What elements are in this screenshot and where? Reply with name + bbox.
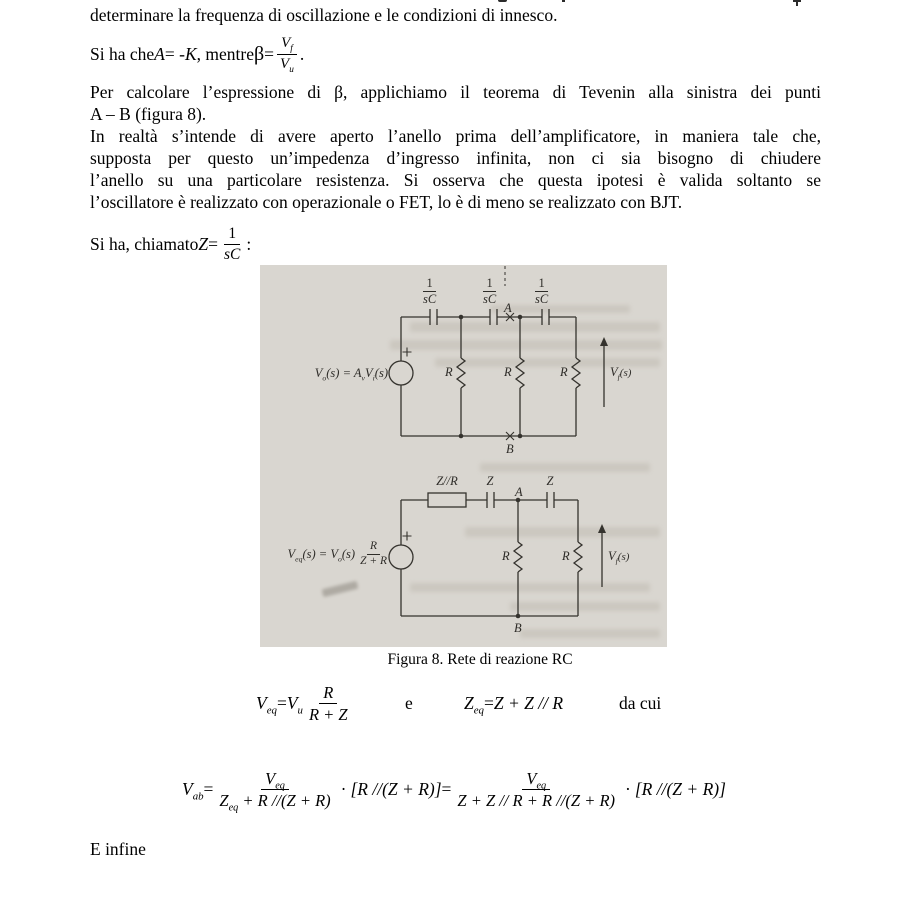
cap-z-label: Z xyxy=(546,474,554,488)
vf-label-top: $V_f(s)$ xyxy=(610,365,632,382)
resistor-label: R xyxy=(562,549,570,563)
formula-z-definition: Si ha, chiamato Z = $\frac{1}{sC}$ : xyxy=(90,224,252,263)
node-b-label-bottom: B xyxy=(514,621,522,635)
figure-8-scan xyxy=(260,265,667,647)
z-fraction: $\frac{1}{sC}$ xyxy=(224,224,241,263)
paragraph-tevenin-line1: Per calcolare l’espressione di β, applichiamo il teorema di Tevenin alla sinistra dei punti xyxy=(90,82,821,102)
node-a-label-top: A xyxy=(504,301,512,315)
eq-zeq: $Z_{eq}$ = Z + Z // R xyxy=(464,692,564,716)
paragraph-tevenin-line2: A – B (figura 8). xyxy=(90,104,207,124)
paragraph-anello-line4: l’oscillatore è realizzato con operazionale o FET, lo è di meno se realizzato con BJT. xyxy=(90,192,683,212)
source-label-top: $V_o(s) = A_vV_i(s)$ xyxy=(314,366,388,383)
cap3-value-label: $\frac{1}{sC}$ xyxy=(535,276,549,306)
resistor-label: R xyxy=(504,365,512,379)
formula-beta-line: Si ha che A = - K , mentre β = $\frac{V_f}{V_u}$ . xyxy=(90,35,305,75)
cap-z-label: Z xyxy=(486,474,494,488)
node-a-label-bottom: A xyxy=(515,485,523,499)
equation-row-vab: $V_{ab}$ = $\frac{V_{eq}}{Z_{eq} + R //(Z + R)}$ · [R //(Z + R)] = $\frac{V_{eq}}{Z + Z // R + R //(Z + R)}$ · [R //(Z + R)] xyxy=(182,768,726,814)
resistor-label: R xyxy=(445,365,453,379)
veq-fraction: $\frac{R}{R + Z}$ xyxy=(308,682,348,724)
vab-fraction-2: $\frac{V_{eq}}{Z + Z // R + R //(Z + R)}$ xyxy=(457,768,616,810)
beta-symbol: β xyxy=(253,42,265,65)
resistor-label: R xyxy=(560,365,568,379)
vf-label-bottom: $V_f(s)$ xyxy=(608,549,630,566)
circuit-diagram-svg xyxy=(260,265,667,647)
paragraph-anello-line3: l’anello su una particolare resistenza. Si osserva che questa ipotesi è valida soltanto se xyxy=(90,170,821,190)
source-label-bottom: $V_{eq}(s) = V_o(s)$ $\frac{R}{Z + R}$ xyxy=(287,540,387,567)
beta-fraction: $\frac{V_f}{V_u}$ xyxy=(276,35,298,73)
paragraph-anello-line2: supposta per questo un’impedenza d’ingresso infinita, non ci sia bisogno di chiudere xyxy=(90,148,821,168)
paragraph-anello-line1: In realtà s’intende di avere aperto l’anello prima dell’amplificatore, in maniera tale che, xyxy=(90,126,821,146)
resistor-label: R xyxy=(502,549,510,563)
eq-connector-dacui: da cui xyxy=(619,692,662,713)
beta-line-pre: Si ha che xyxy=(90,43,155,64)
cap1-value-label: $\frac{1}{sC}$ xyxy=(423,276,437,306)
node-b-label-top: B xyxy=(506,442,514,456)
paragraph-intro-line: determinare la frequenza di oscillazione e le condizioni di innesco. xyxy=(90,5,558,25)
vab-fraction-1: $\frac{V_{eq}}{Z_{eq} + R //(Z + R)}$ xyxy=(219,768,331,814)
cap2-value-label: $\frac{1}{sC}$ xyxy=(483,276,497,306)
zr-box-label: Z//R xyxy=(436,474,458,488)
figure-caption: Figura 8. Rete di reazione RC xyxy=(387,651,573,668)
final-line: E infine xyxy=(90,839,146,859)
eq-connector-e: e xyxy=(405,692,413,713)
eq-veq: $V_{eq}$ = $V_u$ $\frac{R}{R + Z}$ xyxy=(256,678,354,728)
